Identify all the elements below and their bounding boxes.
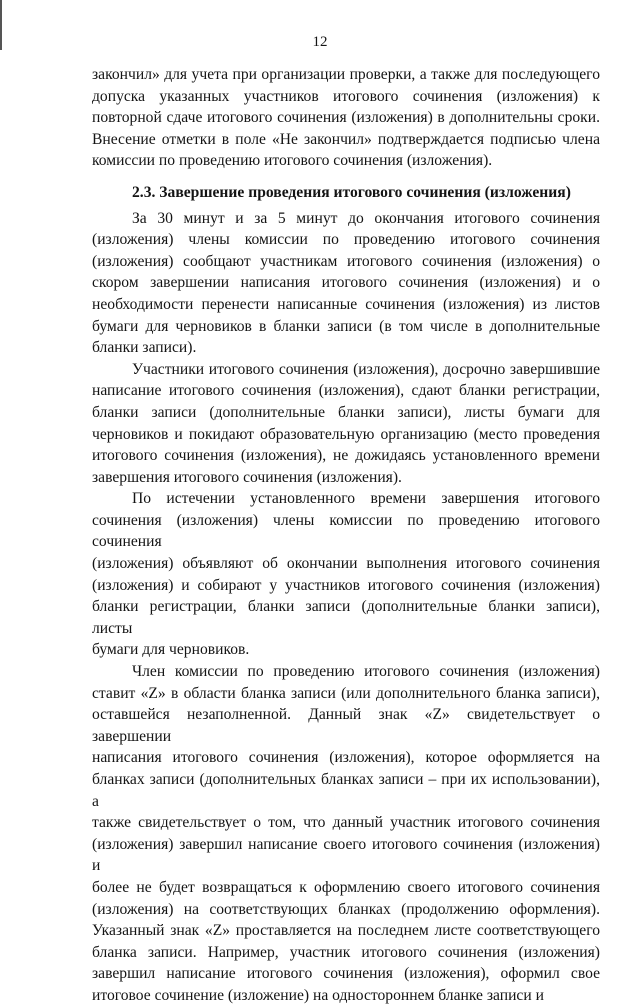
text-line: сочинения (изложения) члены комиссии по проведению итогового сочинения [92,511,600,551]
section-heading: 2.3. Завершение проведения итогового сочинения (изложения) [132,183,571,201]
text-line: (изложения) и собирают у участников итогового сочинения (изложения) [92,576,600,594]
text-line: закончил» для учета при организации проверки, а также для последующего [92,66,600,83]
text-line: допуска указанных участников итогового сочинения (изложения) к [92,87,600,105]
text-line: бумаги для черновиков в бланки записи (в том числе в дополнительные [92,317,600,335]
paragraph [92,488,600,661]
text-line: необходимости перенести написанные сочинения (изложения) из листов [92,295,600,313]
paragraph [92,661,600,1007]
text-line: бумаги для черновиков. [92,641,250,659]
text-line: бланки регистрации, бланки записи (дополнительные бланки записи), листы [92,598,600,637]
text-line: написание итогового сочинения (изложения), сдают бланки регистрации, [92,382,600,400]
text-line: скором завершении написания итогового сочинения (изложения) и о [92,274,600,292]
text-line: ставит «Z» в области бланка записи (или дополнительного бланка записи), [92,684,600,702]
text-line: итогового сочинения (изложения), не дожидаясь установленного времени [92,447,600,465]
text-line: Внесение отметки в поле «Не закончил» подтверждается подписью члена [92,130,600,148]
text-line: Указанный знак «Z» проставляется на последнем листе соответствующего [92,922,600,940]
document-body [92,64,600,1007]
text-line: (изложения) на соответствующих бланках (продолжению оформления). [92,900,600,918]
text-line: (изложения) объявляют об окончании выполнения итогового сочинения [92,555,600,573]
text-line: оставшейся незаполненной. Данный знак «Z» свидетельствует о завершении [92,706,600,745]
text-line: бланка записи. Например, участник итогового сочинения (изложения) [92,943,600,961]
text-line: бланки записи (дополнительные бланки записи), листы бумаги для [92,403,600,421]
text-line: бланки записи). [92,339,197,357]
paragraph [92,208,600,359]
text-line: завершил написание итогового сочинения (изложения), оформил свое [92,965,600,983]
text-line: За 30 минут и за 5 минут до окончания итогового сочинения [132,209,600,227]
text-line: (изложения) сообщают участникам итогового сочинения (изложения) о [92,252,600,270]
text-line: также свидетельствует о том, что данный участник итогового сочинения [92,814,600,832]
section-body [92,208,600,1007]
text-line: более не будет возвращаться к оформлению своего итогового сочинения [92,878,600,896]
text-line: повторной сдаче итогового сочинения (изложения) в дополнительны сроки. [92,109,600,127]
text-line: (изложения) завершил написание своего итогового сочинения (изложения) и [92,835,600,875]
intro-paragraph [92,64,600,172]
text-line: бланках записи (дополнительных бланках записи – при их использовании), а [92,771,600,810]
text-line: итоговое сочинение (изложение) на одностороннем бланке записи и [92,986,544,1004]
paragraph [92,64,600,172]
text-line: комиссии по проведению итогового сочинения (изложения). [92,152,493,170]
text-line: черновиков и покидают образовательную организацию (место проведения [92,425,600,443]
text-line: написания итогового сочинения (изложения), которое оформляется на [92,749,600,767]
paragraph [92,359,600,489]
text-line: завершения итогового сочинения (изложения). [92,468,402,486]
text-line: Участники итогового сочинения (изложения), досрочно завершившие [132,360,600,378]
page-number: 12 [312,34,328,50]
text-line: Член комиссии по проведению итогового сочинения (изложения) [132,663,600,681]
text-line: (изложения) члены комиссии по проведению итогового сочинения [92,231,600,249]
text-line: По истечении установленного времени завершения итогового [132,490,600,508]
